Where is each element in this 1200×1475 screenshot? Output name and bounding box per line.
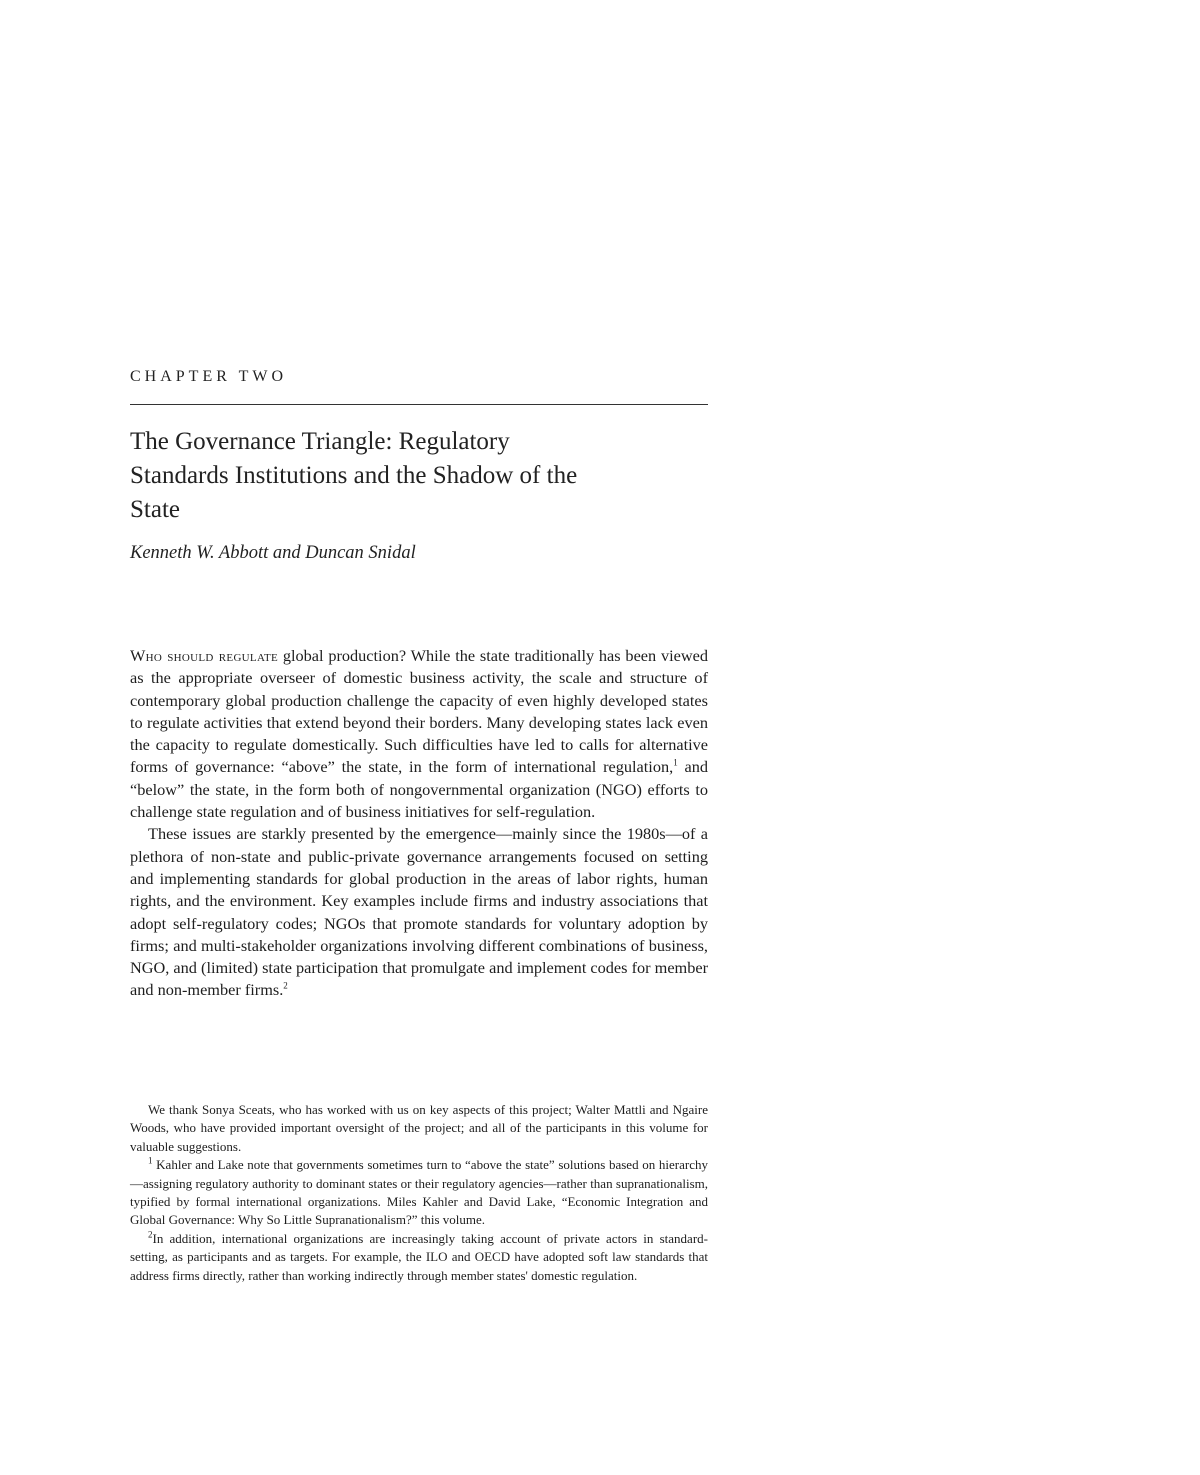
paragraph-1-text-a: global production? While the state traditionally has been viewed as the appropriate overseer of domestic business activity, the scale and structure of contemporary global production challenge the capacity of even highly developed states to regulate activities that extend beyond their borders. Many developing states lack even the capacity to regulate domestically. Such difficulties have led to calls for alternative forms of governance: “above” the state, in the form of international regulation,	[130, 646, 708, 777]
chapter-rule	[130, 404, 708, 405]
paragraph-1	[130, 645, 708, 823]
footnotes	[130, 1101, 708, 1285]
footnote-ref-2[interactable]: 2	[283, 981, 288, 992]
footnote-2-text: In addition, international organizations are increasingly taking account of private actors in standard-setting, as participants and as targets. For example, the ILO and OECD have adopted soft law standards that address firms directly, rather than working indirectly through member states' domestic regulation.	[130, 1230, 708, 1283]
footnote-2	[130, 1230, 708, 1285]
footnote-1	[130, 1156, 708, 1230]
acknowledgment-note: We thank Sonya Sceats, who has worked with us on key aspects of this project; Walter Mattli and Ngaire Woods, who have provided important oversight of the project; and all of the participants in this volume for valuable suggestions.	[130, 1102, 708, 1154]
footnote-2-number: 2	[148, 1229, 153, 1240]
footnote-1-text: Kahler and Lake note that governments sometimes turn to “above the state” solutions based on hierarchy—assigning regulatory authority to dominant states or their regulatory agencies—rather than supranationalism, typified by formal international organizations. Miles Kahler and David Lake, “Economic Integration and Global Governance: Why So Little Supranationalism?” this volume.	[130, 1157, 708, 1228]
lead-in-smallcaps: Who should regulate	[130, 646, 279, 665]
chapter-label: CHAPTER TWO	[130, 368, 288, 385]
chapter-authors: Kenneth W. Abbott and Duncan Snidal	[130, 543, 416, 563]
paragraph-2	[130, 823, 708, 1001]
paragraph-2-text: These issues are starkly presented by the emergence—mainly since the 1980s—of a plethora of non-state and public-private governance arrangements focused on setting and implementing standards for global production in the areas of labor rights, human rights, and the environment. Key examples include firms and industry associations that adopt self-regulatory codes; NGOs that promote standards for voluntary adoption by firms; and multi-stakeholder organizations involving different combinations of business, NGO, and (limited) state participation that promulgate and implement codes for member and non-member firms.	[130, 824, 708, 1000]
chapter-title: The Governance Triangle: Regulatory Standards Institutions and the Shadow of the State	[130, 428, 578, 523]
footnote-ref-1[interactable]: 1	[673, 758, 678, 769]
footnote-1-number: 1	[148, 1155, 153, 1166]
paragraph-1-text-b: and “below” the state, in the form both of nongovernmental organization (NGO) efforts to challenge state regulation and of business initiatives for self-regulation.	[130, 757, 708, 822]
body-text	[130, 645, 708, 1002]
